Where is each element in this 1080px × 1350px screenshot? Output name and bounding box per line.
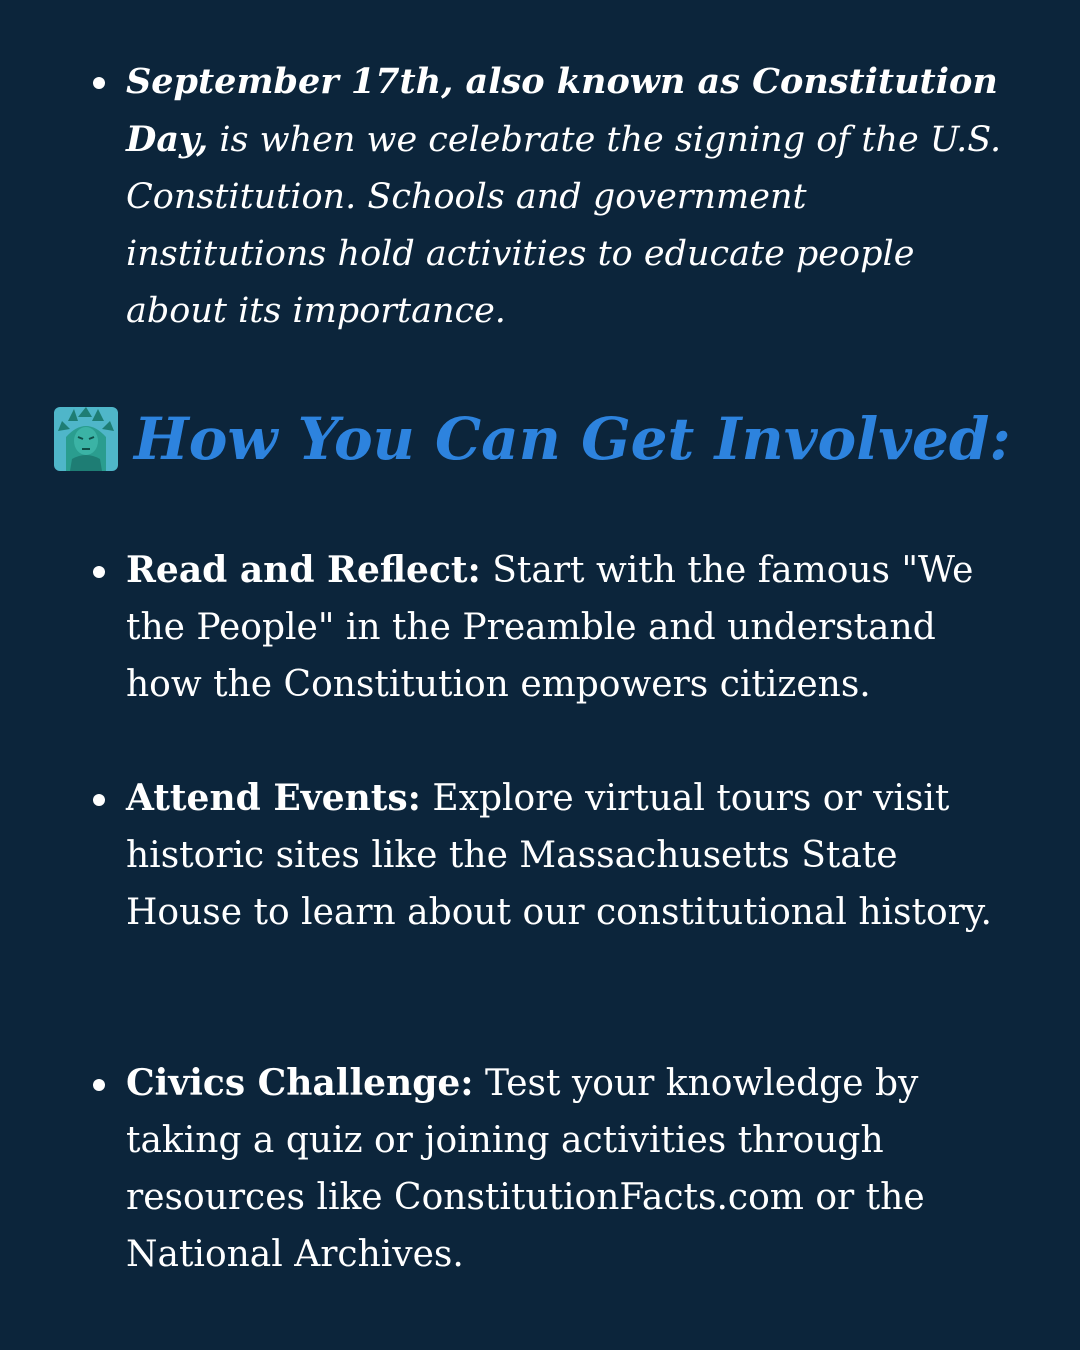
list-item-text: Start with the famous "We the People" in the Preamble and understand how the Constitution empowers citizens.	[126, 550, 974, 705]
intro-paragraph	[126, 53, 1006, 340]
list-item-label: Read and Reflect:	[126, 549, 481, 591]
list-item-label: Attend Events:	[126, 777, 421, 819]
intro-bold-text: September 17th, also known as Constitution Day,	[126, 61, 998, 160]
list-item	[126, 1055, 1006, 1283]
intro-text: is when we celebrate the signing of the U.S. Constitution. Schools and government institutions hold activities to educate people about its importance.	[126, 120, 1002, 331]
section-heading	[54, 402, 1011, 476]
list-item	[126, 542, 1006, 713]
heading-title: How You Can Get Involved:	[134, 405, 1011, 473]
list-item-text: Explore virtual tours or visit historic sites like the Massachusetts State House to learn about our constitutional history.	[126, 778, 992, 933]
list-item-text: Test your knowledge by taking a quiz or joining activities through resources like ConstitutionFacts.com or the National Archives.	[126, 1063, 925, 1275]
list-item-label: Civics Challenge:	[126, 1062, 474, 1104]
list-item	[126, 770, 1006, 941]
statue-of-liberty-icon	[54, 407, 118, 471]
